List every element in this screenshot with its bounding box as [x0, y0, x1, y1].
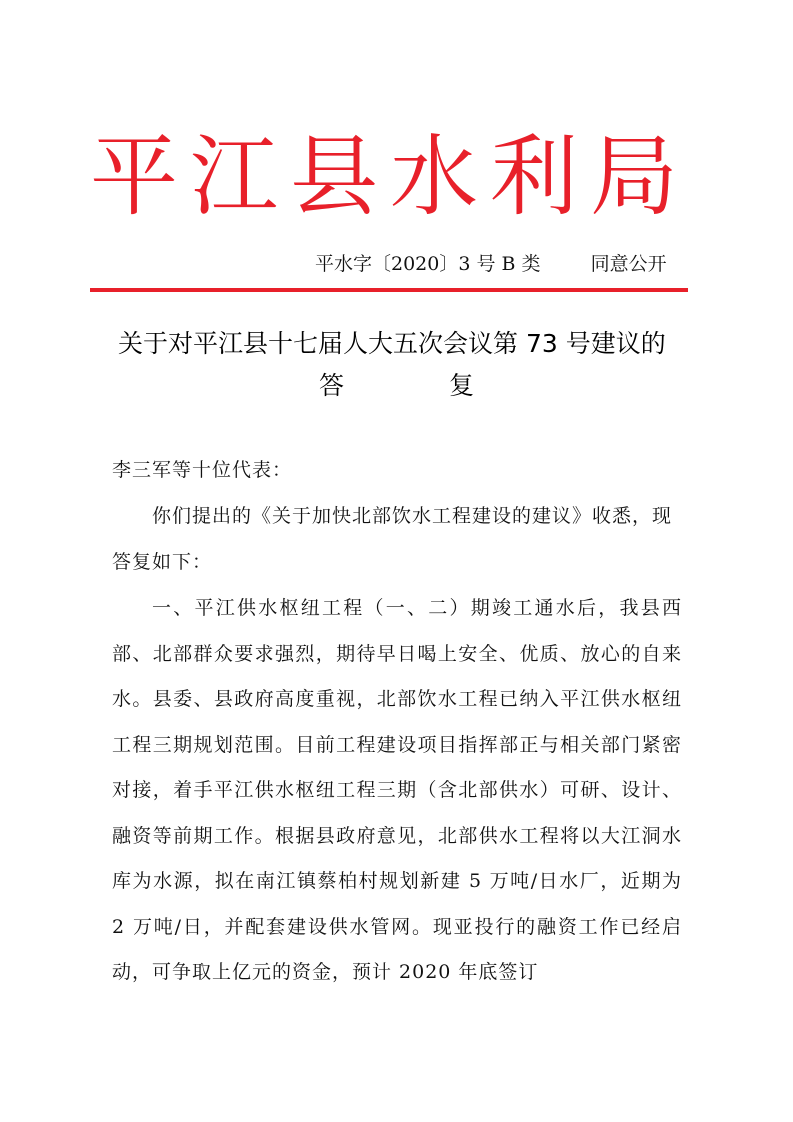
document-number: 平水字〔2020〕3 号 B 类 — [315, 253, 541, 275]
document-meta — [315, 252, 675, 276]
org-letterhead-title: 平江县水利局 — [90, 125, 691, 228]
red-divider-line — [90, 288, 688, 292]
disclosure-status: 同意公开 — [590, 253, 667, 275]
document-title-line2-text: 答 复 — [318, 371, 514, 400]
body-paragraph-2: 一、平江供水枢纽工程（一、二）期竣工通水后，我县西部、北部群众要求强烈，期待早日喝上安全、优质、放心的自来水。县委、县政府高度重视，北部饮水工程已纳入平江供水枢纽工程三期规划范围。目前工程建设项目指挥部正与相关部门紧密对接，着手平江供水枢纽工程三期（含北部供水）可研、设计、融资等前期工作。根据县政府意见，北部供水工程将以大江洞水库为水源，拟在南江镇蔡柏村规划新建 5 万吨/日水厂，近期为 2 万吨/日，并配套建设供水管网。现亚投行的融资工作已经启动，可争取上亿元的资金，预计 2020 年底签订 — [112, 597, 682, 983]
document-title-line1: 关于对平江县十七届人大五次会议第 73 号建议的 — [118, 329, 666, 358]
salutation: 李三军等十位代表： — [112, 459, 293, 481]
body-paragraph-1: 你们提出的《关于加快北部饮水工程建设的建议》收悉，现答复如下： — [112, 505, 673, 573]
document-title-line2 — [0, 370, 793, 402]
